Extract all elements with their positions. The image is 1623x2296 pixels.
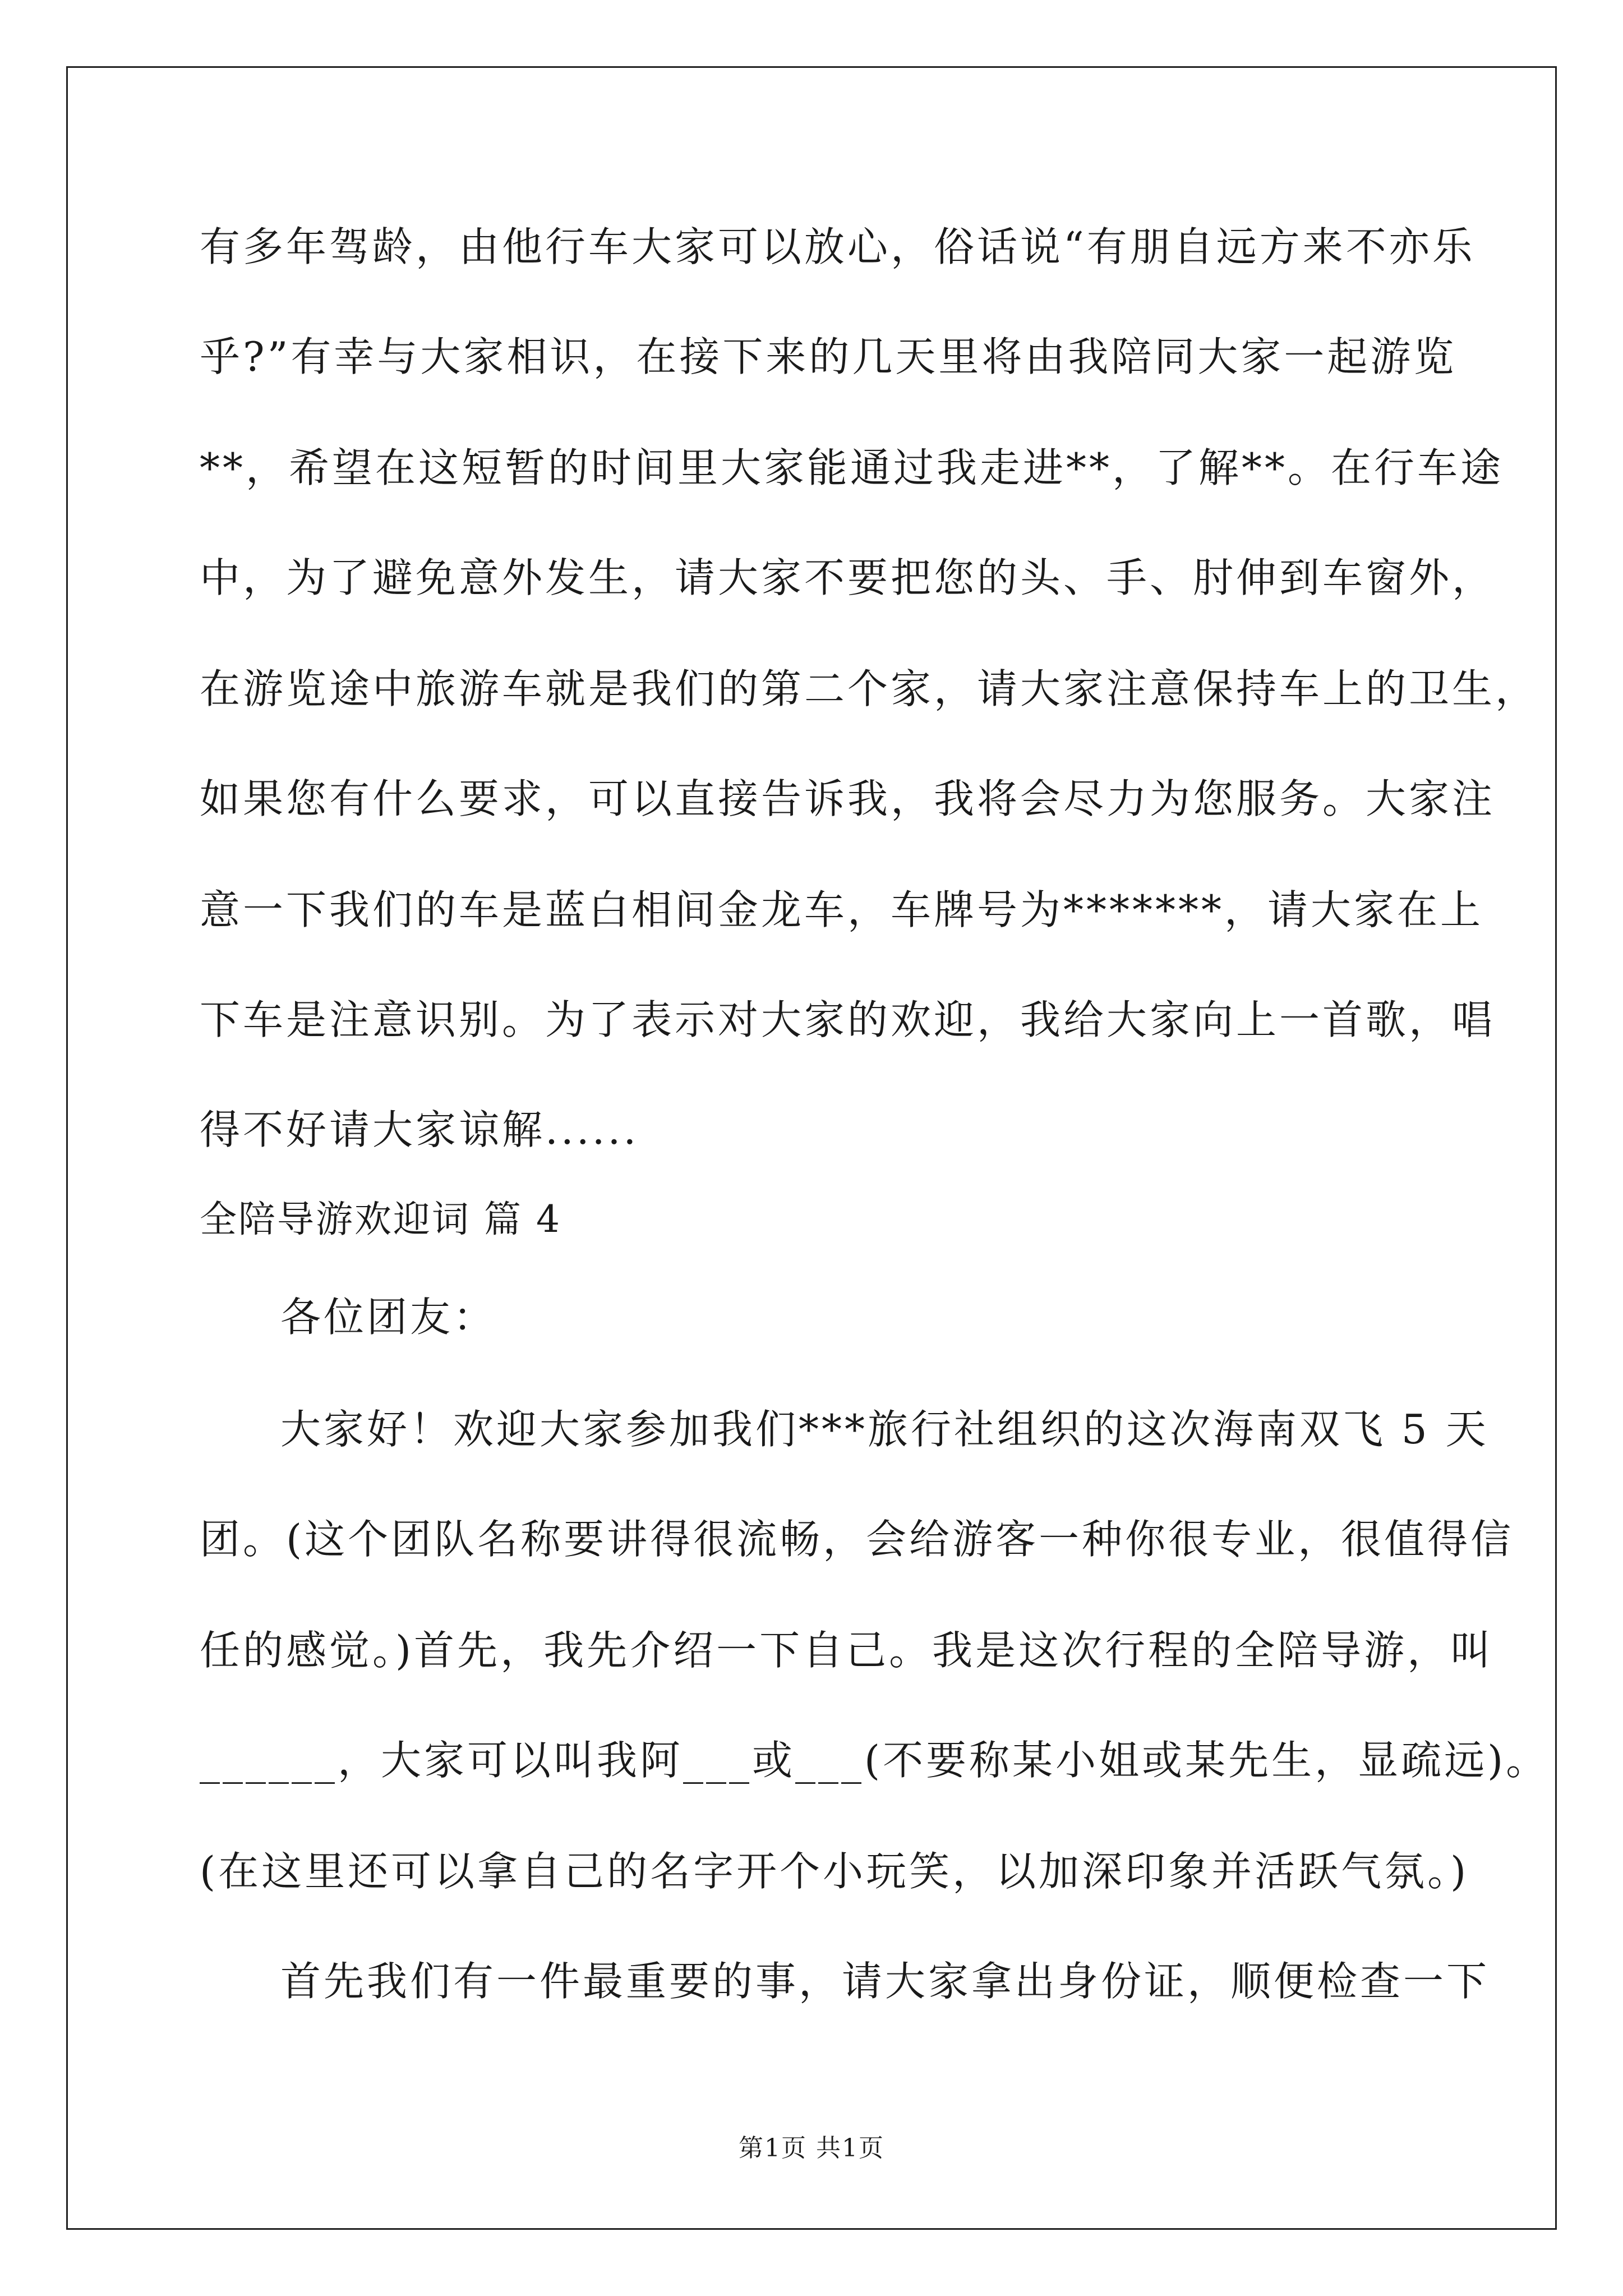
para1-line-3: 任的感觉。)首先，我先介绍一下自己。我是这次行程的全陪导游，叫	[200, 1627, 1494, 1674]
body-line-7: 意一下我们的车是蓝白相间金龙车，车牌号为*******，请大家在上	[200, 886, 1484, 933]
body-line-9: 得不好请大家谅解......	[200, 1106, 639, 1153]
para1-line-2: 团。(这个团队名称要讲得很流畅，会给游客一种你很专业，很值得信	[200, 1516, 1514, 1563]
body-line-4: 中，为了避免意外发生，请大家不要把您的头、手、肘伸到车窗外，	[200, 554, 1496, 601]
greeting: 各位团友：	[280, 1294, 497, 1341]
body-line-6: 如果您有什么要求，可以直接告诉我，我将会尽力为您服务。大家注	[200, 775, 1496, 822]
body-line-5: 在游览途中旅游车就是我们的第二个家，请大家注意保持车上的卫生，	[200, 665, 1539, 712]
para2-line-1: 首先我们有一件最重要的事，请大家拿出身份证，顺便检查一下	[280, 1958, 1490, 2005]
body-line-3: **，希望在这短暂的时间里大家能通过我走进**，了解**。在行车途	[200, 444, 1504, 491]
body-line-1: 有多年驾龄，由他行车大家可以放心，俗话说“有朋自远方来不亦乐	[200, 223, 1476, 270]
para1-line-1: 大家好！欢迎大家参加我们***旅行社组织的这次海南双飞 5 天	[280, 1406, 1489, 1453]
section-title: 全陪导游欢迎词 篇 4	[200, 1198, 561, 1241]
body-line-8: 下车是注意识别。为了表示对大家的欢迎，我给大家向上一首歌，唱	[200, 996, 1496, 1043]
para1-line-5: (在这里还可以拿自己的名字开个小玩笑，以加深印象并活跃气氛。)	[200, 1848, 1469, 1895]
body-line-2: 乎?”有幸与大家相识，在接下来的几天里将由我陪同大家一起游览	[200, 333, 1457, 380]
page-number-footer: 第1页 共1页	[739, 2134, 884, 2162]
para1-line-4: ______，大家可以叫我阿___或___(不要称某小姐或某先生，显疏远)。	[200, 1737, 1550, 1784]
